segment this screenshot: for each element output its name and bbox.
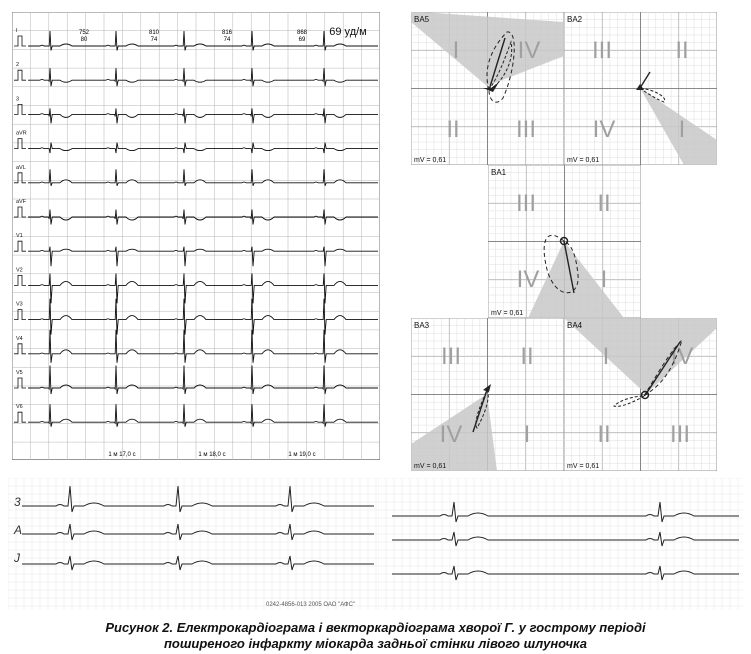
mv-scale-label: mV = 0,61 [567,463,600,470]
strip-handwritten-label: J [14,551,20,565]
quadrant-label: III [515,116,537,143]
quadrant-label: III [591,37,613,64]
quadrant-label: II [446,116,460,143]
rr-interval-top: 868 [296,30,308,36]
quadrant-label: III [440,343,462,370]
vcg-panel-ba2 [564,12,717,165]
ecg-lead-label: V4 [16,335,23,342]
ecg-lead-label: 3 [16,96,20,103]
rr-interval-top: 810 [148,30,160,36]
quadrant-label: I [602,343,610,370]
caption-line: поширеного інфаркту міокарда задньої стінки лівого шлуночка [163,636,588,651]
rr-interval-top: 752 [78,30,90,36]
ecg-paper-strip-left [8,478,378,610]
mv-scale-label: mV = 0,61 [414,463,447,470]
panel-label: BA5 [414,15,430,24]
panel-label: BA2 [567,15,583,24]
vcg-panel-ba4 [564,318,717,471]
quadrant-label: I [678,116,686,143]
quadrant-label: IV [517,37,541,64]
quadrant-label: II [597,421,611,448]
quadrant-label: IV [670,343,694,370]
ecg-paper-strip-right [378,478,743,610]
panel-label: BA3 [414,321,430,330]
time-label: 1 м 19,0 с [288,452,316,458]
ecg-lead-label: V5 [16,370,23,376]
ecg-lead-label: V1 [16,233,23,240]
quadrant-label: IV [516,266,540,293]
ecg-12-lead-tracing [12,12,380,460]
quadrant-label: I [452,37,460,64]
vcg-panel-ba3 [411,318,564,471]
quadrant-label: IV [592,116,616,143]
ecg-lead-label: I [16,28,18,34]
time-label: 1 м 18,0 с [198,452,226,458]
quadrant-label: I [523,421,531,448]
heart-rate-label: 69 уд/м [329,26,367,38]
ecg-lead-label: 2 [16,62,20,69]
ecg-lead-label: aVL [16,164,26,171]
ecg-lead-label: V6 [16,404,23,411]
time-label: 1 м 17,0 с [108,452,136,458]
mv-scale-label: mV = 0,61 [491,310,524,317]
rr-interval-bottom: 80 [80,37,88,43]
quadrant-label: I [600,266,608,293]
rr-interval-bottom: 74 [150,37,158,43]
strip-handwritten-label: A [14,523,23,537]
mv-scale-label: mV = 0,61 [414,157,447,164]
caption-line: Рисунок 2. Електрокардіограма і векторкардіограма хворої Г. у гострому періоді [105,620,646,635]
quadrant-label: II [675,37,689,64]
rr-interval-top: 816 [221,30,233,36]
mv-scale-label: mV = 0,61 [567,157,600,164]
ecg-lead-label: V3 [16,301,23,308]
strip-side-print: 0242-4856-013 2005 ОАО "АФС" [266,602,356,608]
panel-label: BA1 [491,168,507,177]
quadrant-label: III [669,421,691,448]
quadrant-label: III [515,190,537,217]
quadrant-label: II [597,190,611,217]
rr-interval-bottom: 69 [298,37,306,43]
figure-caption [0,620,751,652]
vcg-panel-ba1 [488,165,641,318]
strip-handwritten-label: 3 [14,495,21,509]
ecg-lead-label: V2 [16,267,23,274]
quadrant-label: IV [439,421,463,448]
quadrant-label: II [520,343,534,370]
ecg-lead-label: aVR [16,130,27,137]
ecg-lead-label: aVF [16,199,27,205]
rr-interval-bottom: 74 [223,37,231,43]
vcg-panel-ba5 [411,12,564,165]
panel-label: BA4 [567,321,583,330]
